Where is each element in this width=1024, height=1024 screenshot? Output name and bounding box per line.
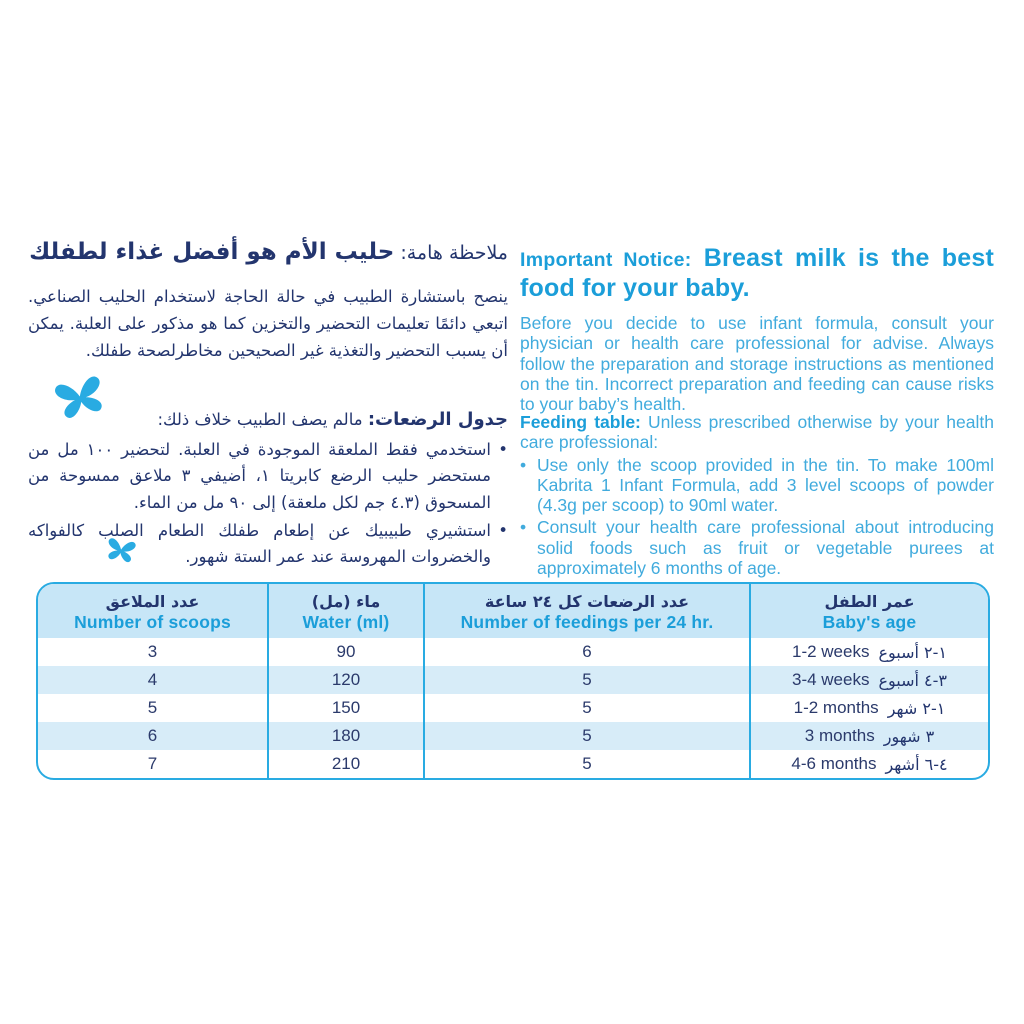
table-cell-water: 120 [267,666,423,694]
table-cell-age [749,666,988,694]
table-cell-water: 180 [267,722,423,750]
arabic-notice-title [28,236,508,268]
table-cell-scoops: 4 [38,666,267,694]
header-scoops-en: Number of scoops [74,611,231,632]
table-cell-scoops: 6 [38,722,267,750]
english-notice-headline: Breast milk is the best food for your baby. [520,244,994,302]
table-cell-age [749,638,988,666]
table-cell-scoops: 7 [147,754,158,773]
table-header-scoops [38,584,267,638]
age-english: 1-2 weeks [791,642,870,661]
table-cell-age [749,722,988,750]
age-english: 3-4 weeks [791,670,870,689]
arabic-notice-body: ينصح باستشارة الطبيب في حالة الحاجة لاستخدام الحليب الصناعي. اتبعي دائمًا تعليمات التحضير والتخزين كما هو مذكور على العلبة. يمكن أن يسبب التحضير والتغذية غير الصحيحين مخاطرلصحة طفلك. [28,287,508,360]
table-header-water [267,584,423,638]
arabic-notice-label: ملاحظة هامة: [400,242,508,264]
arabic-notice-headline: حليب الأم هو أفضل غذاء لطفلك [29,239,395,265]
age-english: 4-6 months [791,754,877,773]
arabic-feeding-heading [28,406,508,435]
arabic-feeding-intro: مالم يصف الطبيب خلاف ذلك: [157,410,363,429]
arabic-bullet-text: استخدمي فقط الملعقة الموجودة في العلبة. لتحضير ١٠٠ مل من مستحضر حليب الرضع كابريتا ١، أضيفي ٣ ملاعق ممسوحة من المسحوق (٤.٣ جم لكل ملعقة) إلى ٩٠ مل من الماء. [28,439,491,512]
english-bullet-text: Use only the scoop provided in the tin. To make 100ml Kabrita 1 Infant Formula, add 3 level scoops of powder (4.3g per scoop) to 90ml water. [537,454,994,516]
table-cell-scoops: 3 [147,642,158,661]
header-feedings-ar: عدد الرضعات كل ٢٤ ساعة [484,591,690,611]
english-notice-label: Important Notice: [520,249,692,271]
age-arabic: ٤-٦ أشهر [885,754,948,774]
english-bullet-item [520,517,994,578]
age-english: 3 months [804,726,875,745]
table-cell-feedings: 5 [423,750,749,778]
english-feeding-heading [520,412,994,453]
table-cell-feedings: 5 [423,722,749,750]
age-arabic: ١-٢ أسبوع [878,642,948,662]
table-cell-water: 150 [267,694,423,722]
table-cell-feedings: 6 [423,638,749,666]
english-notice-body: Before you decide to use infant formula, consult your physician or health care professional for advise. Always follow the preparation and storage instructions as mentioned on the tin. Incorrect preparation and feeding can cause risks to your baby’s health. [520,313,994,415]
table-cell-feedings: 5 [423,694,749,722]
age-arabic: ٣ شهور [883,726,935,746]
bullet-icon: • [498,439,508,459]
header-age-en: Baby's age [822,611,917,632]
english-bullet-item [520,455,994,516]
age-arabic: ٣-٤ أسبوع [878,670,948,690]
header-water-en: Water (ml) [302,611,390,632]
english-bullet-text: Consult your health care professional about introducing solid foods such as fruit or vegetable purees at approximately 6 months of age. [537,517,994,579]
table-cell-age [749,750,988,778]
english-feeding-intro: Unless prescribed otherwise by your health care professional: [520,412,994,453]
english-feeding-label: Feeding table: [520,412,641,432]
table-header-age [749,584,988,638]
english-notice-section [520,244,994,414]
table-cell-water: 90 [267,638,423,666]
header-age-ar: عمر الطفل [824,591,915,611]
arabic-bullet-text: استشيري طبيبيك عن إطعام طفلك الطعام الصلب كالفواكه والخضروات المهروسة عند عمر الستة شهور. [28,520,491,567]
table-cell-scoops: 5 [147,698,158,717]
bullet-icon: • [498,520,508,540]
arabic-bullet-item [28,437,508,516]
english-feeding-section [520,412,994,580]
arabic-notice-section [28,236,508,364]
age-english: 1-2 months [793,698,879,717]
bullet-icon: • [520,517,527,538]
table-cell-water: 210 [267,750,423,778]
arabic-feeding-section [28,406,508,573]
arabic-feeding-label: جدول الرضعات: [367,409,508,430]
feeding-table [36,582,990,780]
table-cell-age [749,694,988,722]
arabic-bullet-item [28,518,508,571]
header-feedings-en: Number of feedings per 24 hr. [460,611,714,632]
header-water-ar: ماء (مل) [311,591,381,611]
header-scoops-ar: عدد الملاعق [105,591,200,611]
table-cell-feedings: 5 [423,666,749,694]
butterfly-icon [101,532,142,568]
table-header-feedings [423,584,749,638]
english-notice-title [520,244,994,303]
age-arabic: ١-٢ شهر [887,698,946,718]
bullet-icon: • [520,454,527,475]
